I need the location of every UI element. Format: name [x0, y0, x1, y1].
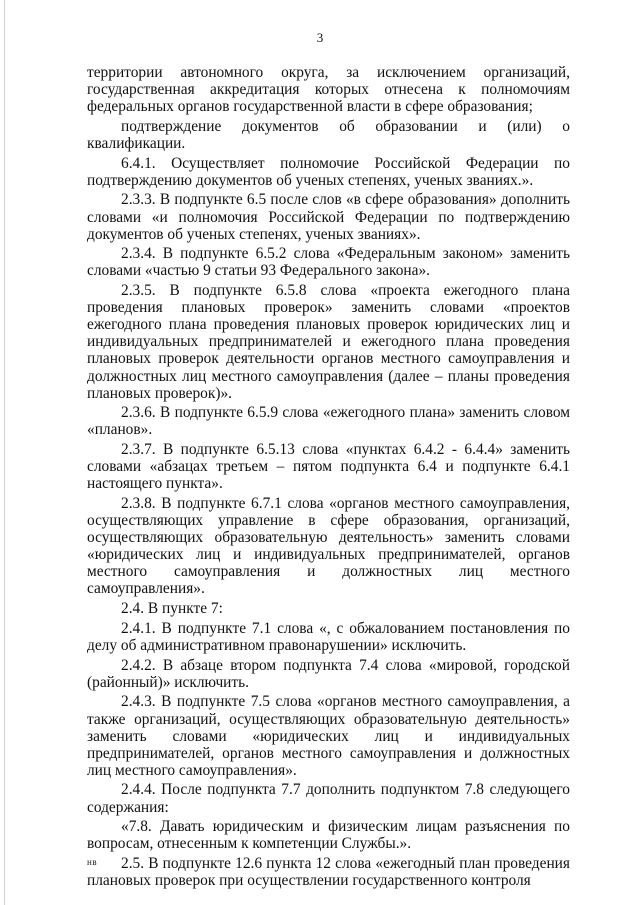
- paragraph: 2.3.4. В подпункте 6.5.2 слова «Федеральным законом» заменить словами «частью 9 статьи 93 Федерального закона».: [87, 245, 570, 280]
- paragraph: 2.4.1. В подпункте 7.1 слова «, с обжалованием постановления по делу об административном правонарушении» исключить.: [87, 619, 570, 654]
- paragraph: 2.4.3. В подпункте 7.5 слова «органов местного самоуправления, а также организаций, осуществляющих образовательную деятельность» заменить словами «юридических лиц и индивидуальных предпринимателей, органов местного самоуправления и должностных лиц местного самоуправления».: [87, 693, 570, 779]
- paragraph: 2.3.8. В подпункте 6.7.1 слова «органов местного самоуправления, осуществляющих управление в сфере образования, организаций, осуществляющих образовательную деятельность» заменить словами «юридических лиц и индивидуальных предпринимателей, органов местного самоуправления и должностных лиц местного самоуправления».: [87, 495, 570, 598]
- paragraph-continuation: территории автономного округа, за исключением организаций, государственная аккредитация которых отнесена к полномочиям федеральных органов государственной власти в сфере образования;: [87, 64, 570, 116]
- paragraph: подтверждение документов об образовании и (или) о квалификации.: [87, 117, 570, 152]
- paragraph: 2.3.5. В подпункте 6.5.8 слова «проекта ежегодного плана проведения плановых проверок» заменить словами «проектов ежегодного плана проведения плановых проверок юридических лиц и индивидуальных предпринимателей и ежегодного плана проведения плановых проверок деятельности органов местного самоуправления и должностных лиц местного самоуправления (далее – планы проведения плановых проверок)».: [87, 282, 570, 402]
- page-number: 3: [316, 30, 324, 45]
- scan-edge-line: [4, 0, 5, 905]
- paragraph: 2.3.7. В подпункте 6.5.13 слова «пунктах 6.4.2 - 6.4.4» заменить словами «абзацах третьем – пятом подпункта 6.4 и подпункте 6.4.1 настоящего пункта».: [87, 441, 570, 493]
- paragraph: 2.5. В подпункте 12.6 пункта 12 слова «ежегодный план проведения плановых проверок при осуществлении государственного контроля: [87, 855, 570, 890]
- paragraph: 2.3.6. В подпункте 6.5.9 слова «ежегодного плана» заменить словом «планов».: [87, 404, 570, 439]
- document-body: [87, 64, 570, 892]
- paragraph: 2.3.3. В подпункте 6.5 после слов «в сфере образования» дополнить словами «и полномочия Российской Федерации по подтверждению документов об ученых степенях, ученых званиях».: [87, 191, 570, 243]
- paragraph: 2.4.2. В абзаце втором подпункта 7.4 слова «мировой, городской (районный)» исключить.: [87, 656, 570, 691]
- footer-initials: нв: [87, 857, 98, 867]
- paragraph: 2.4.4. После подпункта 7.7 дополнить подпунктом 7.8 следующего содержания:: [87, 781, 570, 816]
- paragraph: 2.4. В пункте 7:: [121, 600, 223, 618]
- paragraph-quote: «7.8. Давать юридическим и физическим лицам разъяснения по вопросам, отнесенным к компетенции Службы.».: [87, 818, 570, 853]
- paragraph: 6.4.1. Осуществляет полномочие Российской Федерации по подтверждению документов об ученых степенях, ученых званиях.».: [87, 154, 570, 189]
